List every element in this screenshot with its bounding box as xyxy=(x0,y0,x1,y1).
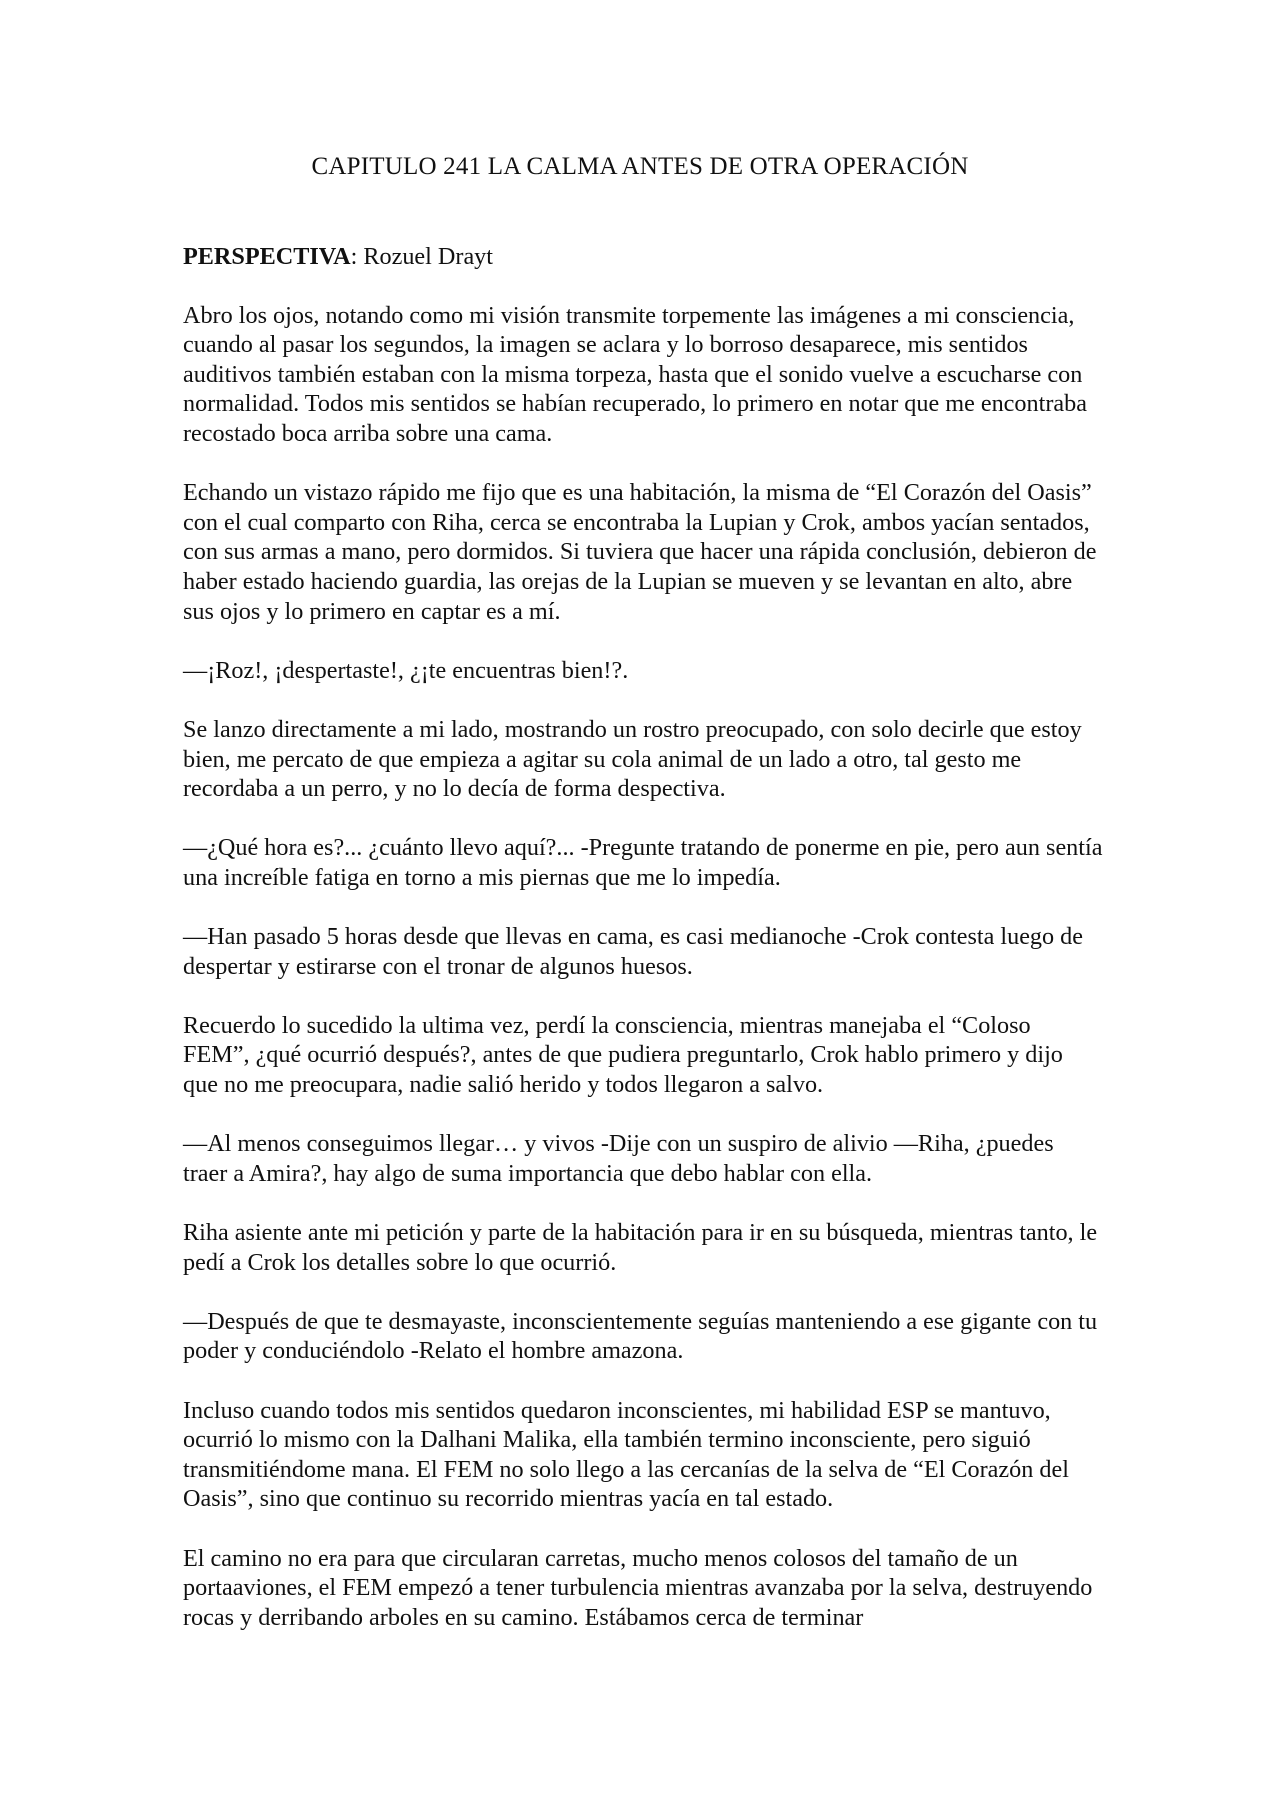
paragraph: Riha asiente ante mi petición y parte de la habitación para ir en su búsqueda, mientras tanto, le pedí a Crok los detalles sobre lo que ocurrió. xyxy=(183,1219,1098,1276)
perspective-name: Rozuel Drayt xyxy=(363,243,493,270)
chapter-title: CAPITULO 241 LA CALMA ANTES DE OTRA OPERACIÓN xyxy=(311,153,969,180)
chapter-body xyxy=(183,242,1103,1662)
dialogue-paragraph: —Después de que te desmayaste, inconscientemente seguías manteniendo a ese gigante con tu poder y conduciéndolo -Relato el hombre amazona. xyxy=(183,1307,1098,1365)
perspective-label: PERSPECTIVA xyxy=(183,243,351,270)
paragraph: Echando un vistazo rápido me fijo que es una habitación, la misma de “El Corazón del Oasis” con el cual comparto con Riha, cerca se encontraba la Lupian y Crok, ambos yacían sentados, con sus armas a mano, pero dormidos. Si tuviera que hacer una rápida conclusión, debieron de haber estado haciendo guardia, las orejas de la Lupian se mueven y se levantan en alto, abre sus ojos y lo primero en captar es a mí. xyxy=(183,479,1097,625)
paragraph: Se lanzo directamente a mi lado, mostrando un rostro preocupado, con solo decirle que estoy bien, me percato de que empieza a agitar su cola animal de un lado a otro, tal gesto me recordaba a un perro, y no lo decía de forma despectiva. xyxy=(183,715,1082,803)
paragraph: Recuerdo lo sucedido la ultima vez, perdí la consciencia, mientras manejaba el “Coloso FEM”, ¿qué ocurrió después?, antes de que pudiera preguntarlo, Crok hablo primero y dijo que no me preocupara, nadie salió herido y todos llegaron a salvo. xyxy=(183,1011,1063,1099)
dialogue-paragraph: —¿Qué hora es?... ¿cuánto llevo aquí?... -Pregunte tratando de ponerme en pie, pero aun sentía una increíble fatiga en torno a mis piernas que me lo impedía. xyxy=(183,834,1103,891)
paragraph: Incluso cuando todos mis sentidos quedaron inconscientes, mi habilidad ESP se mantuvo, ocurrió lo mismo con la Dalhani Malika, ella también termino inconsciente, pero siguió transmitiéndome mana. El FEM no solo llego a las cercanías de la selva de “El Corazón del Oasis”, sino que continuo su recorrido mientras yacía en tal estado. xyxy=(183,1396,1069,1513)
perspective-separator: : xyxy=(350,243,364,270)
dialogue-paragraph: —Al menos conseguimos llegar… y vivos -Dije con un suspiro de alivio —Riha, ¿puedes traer a Amira?, hay algo de suma importancia que debo hablar con ella. xyxy=(183,1130,1054,1187)
paragraph: Abro los ojos, notando como mi visión transmite torpemente las imágenes a mi consciencia, cuando al pasar los segundos, la imagen se aclara y lo borroso desaparece, mis sentidos auditivos también estaban con la misma torpeza, hasta que el sonido vuelve a escucharse con normalidad. Todos mis sentidos se habían recuperado, lo primero en notar que me encontraba recostado boca arriba sobre una cama. xyxy=(183,301,1087,447)
dialogue-paragraph: —¡Roz!, ¡despertaste!, ¿¡te encuentras bien!?. xyxy=(183,656,629,684)
dialogue-paragraph: —Han pasado 5 horas desde que llevas en cama, es casi medianoche -Crok contesta luego de despertar y estirarse con el tronar de algunos huesos. xyxy=(183,923,1083,980)
paragraph: El camino no era para que circularan carretas, mucho menos colosos del tamaño de un portaaviones, el FEM empezó a tener turbulencia mientras avanzaba por la selva, destruyendo rocas y derribando arboles en su camino. Estábamos cerca de terminar xyxy=(183,1544,1093,1631)
perspective-line xyxy=(183,242,1103,272)
